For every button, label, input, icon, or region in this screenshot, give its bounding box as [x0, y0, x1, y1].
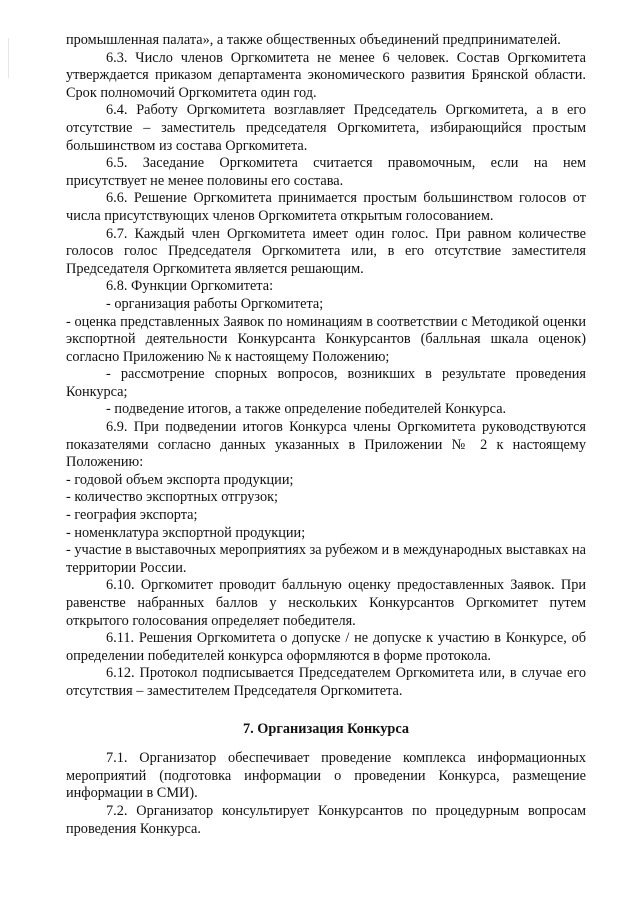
- paragraph-i3: - география экспорта;: [66, 507, 198, 524]
- paragraph-p6-12: 6.12. Протокол подписывается Председателем Оргкомитета или, в случае его отсутствия – заместителем Председателя Оргкомитета.: [66, 665, 586, 699]
- paragraph-f3: - рассмотрение спорных вопросов, возникших в результате проведения Конкурса;: [66, 366, 586, 400]
- paragraph-p6-9: 6.9. При подведении итогов Конкурса члены Оргкомитета руководствуются показателями согласно данных указанных в Приложении № 2 к настоящему Положению:: [66, 419, 586, 471]
- paragraph-p6-10: 6.10. Оргкомитет проводит балльную оценку предоставленных Заявок. При равенстве набранных баллов у нескольких Конкурсантов Оргкомитет путем открытого голосования определяет победителя.: [66, 577, 586, 629]
- paragraph-p7-1: 7.1. Организатор обеспечивает проведение комплекса информационных мероприятий (подготовка информации о проведении Конкурса, размещение информации в СМИ).: [66, 750, 586, 802]
- paragraph-p6-7: 6.7. Каждый член Оргкомитета имеет один голос. При равном количестве голосов голос Председателя Оргкомитета или, в его отсутствие заместителя Председателя Оргкомитета является решающим.: [66, 225, 586, 277]
- paragraph-f1: - организация работы Оргкомитета;: [106, 295, 324, 312]
- paragraph-i5: - участие в выставочных мероприятиях за рубежом и в международных выставках на территории России.: [66, 542, 586, 576]
- paragraph-i1: - годовой объем экспорта продукции;: [66, 471, 294, 488]
- paragraph-p6-8: 6.8. Функции Оргкомитета:: [106, 278, 274, 295]
- document-body: [66, 32, 586, 838]
- paragraph-p6-5: 6.5. Заседание Оргкомитета считается правомочным, если на нем присутствует не менее половины его состава.: [66, 155, 586, 189]
- paragraph-p7-2: 7.2. Организатор консультирует Конкурсантов по процедурным вопросам проведения Конкурса.: [66, 802, 586, 837]
- paragraph-i4: - номенклатура экспортной продукции;: [66, 524, 306, 541]
- section-7: [66, 750, 586, 838]
- paragraph-f2: - оценка представленных Заявок по номинациям в соответствии с Методикой оценки экспортной деятельности Конкурсанта Конкурсантов (балльная шкала оценок) согласно Приложению № к настоящему Положению;: [66, 313, 586, 365]
- paragraph-i2: - количество экспортных отгрузок;: [66, 489, 279, 506]
- paragraph-p6-6: 6.6. Решение Оргкомитета принимается простым большинством голосов от числа присутствующих членов Оргкомитета открытым голосованием.: [66, 190, 586, 224]
- paragraph-p6-11: 6.11. Решения Оргкомитета о допуске / не допуске к участию в Конкурсе, об определении победителей конкурса оформляются в форме протокола.: [66, 630, 586, 664]
- section-6-continuation: [66, 32, 586, 701]
- scan-margin-mark: [8, 38, 9, 78]
- paragraph-intro-tail: промышленная палата», а также общественных объединений предпринимателей.: [66, 32, 561, 48]
- paragraph-p6-3: 6.3. Число членов Оргкомитета не менее 6 человек. Состав Оргкомитета утверждается приказом департамента экономического развития Брянской области. Срок полномочий Оргкомитета один год.: [66, 49, 586, 101]
- paragraph-p6-4: 6.4. Работу Оргкомитета возглавляет Председатель Оргкомитета, а в его отсутствие – заместитель председателя Оргкомитета, избирающийся простым большинством из состава Оргкомитета.: [66, 102, 586, 154]
- paragraph-f4: - подведение итогов, а также определение победителей Конкурса.: [106, 401, 507, 418]
- section-heading: 7. Организация Конкурса: [242, 720, 409, 737]
